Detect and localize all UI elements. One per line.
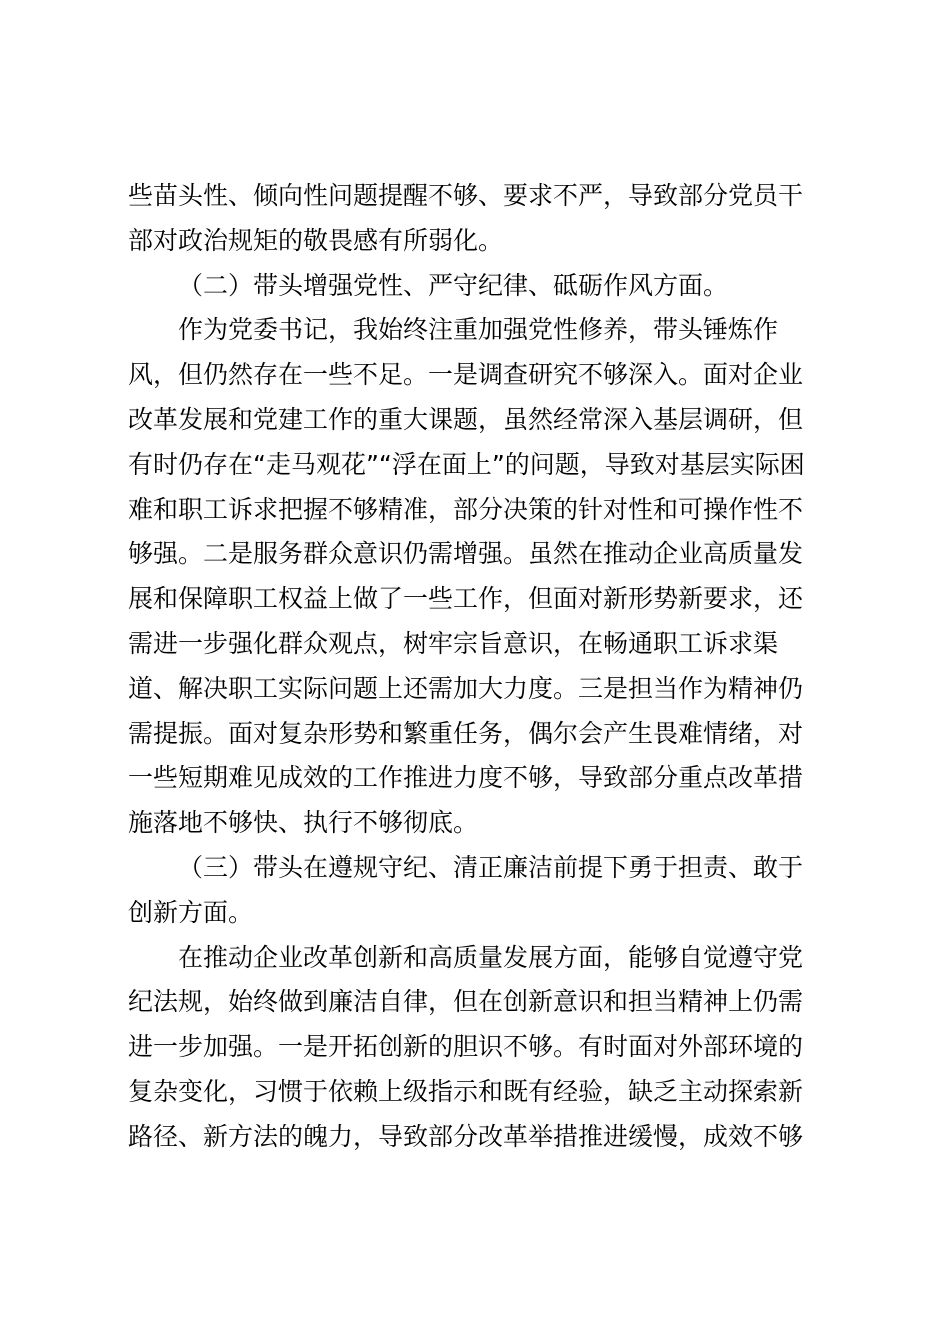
text-line: 作为党委书记，我始终注重加强党性修养，带头锤炼作 (178, 315, 779, 345)
text-line: 难和职工诉求把握不够精准，部分决策的针对性和可操作性不 (128, 494, 804, 524)
text-line: 施落地不够快、执行不够彻底。 (128, 808, 479, 838)
text-line: 展和保障职工权益上做了一些工作，但面对新形势新要求，还 (128, 584, 804, 614)
text-line: 路径、新方法的魄力，导致部分改革举措推进缓慢，成效不够 (128, 1121, 804, 1151)
text-line: 进一步加强。一是开拓创新的胆识不够。有时面对外部环境的 (128, 1032, 804, 1062)
text-line: 一些短期难见成效的工作推进力度不够，导致部分重点改革措 (128, 763, 804, 793)
text-line: 部对政治规矩的敬畏感有所弱化。 (128, 225, 504, 255)
section-heading: （三）带头在遵规守纪、清正廉洁前提下勇于担责、敢于 (178, 852, 804, 882)
text-line: 复杂变化，习惯于依赖上级指示和既有经验，缺乏主动探索新 (128, 1076, 804, 1106)
section-heading-continuation: 创新方面。 (128, 897, 254, 927)
text-line: 需进一步强化群众观点，树牢宗旨意识，在畅通职工诉求渠 (128, 628, 779, 658)
text-line: 改革发展和党建工作的重大课题，虽然经常深入基层调研，但 (128, 404, 804, 434)
section-heading: （二）带头增强党性、严守纪律、砥砺作风方面。 (178, 270, 729, 300)
text-line: 纪法规，始终做到廉洁自律，但在创新意识和担当精神上仍需 (128, 987, 804, 1017)
text-line: 有时仍存在“走马观花”“浮在面上”的问题，导致对基层实际困 (128, 449, 805, 479)
text-line: 风，但仍然存在一些不足。一是调查研究不够深入。面对企业 (128, 360, 804, 390)
text-line: 需提振。面对复杂形势和繁重任务，偶尔会产生畏难情绪，对 (128, 718, 804, 748)
text-line: 些苗头性、倾向性问题提醒不够、要求不严，导致部分党员干 (128, 181, 804, 210)
text-line: 够强。二是服务群众意识仍需增强。虽然在推动企业高质量发 (128, 539, 804, 569)
document-body (128, 174, 820, 1160)
text-line: 道、解决职工实际问题上还需加大力度。三是担当作为精神仍 (128, 673, 804, 703)
text-line: 在推动企业改革创新和高质量发展方面，能够自觉遵守党 (178, 942, 804, 972)
